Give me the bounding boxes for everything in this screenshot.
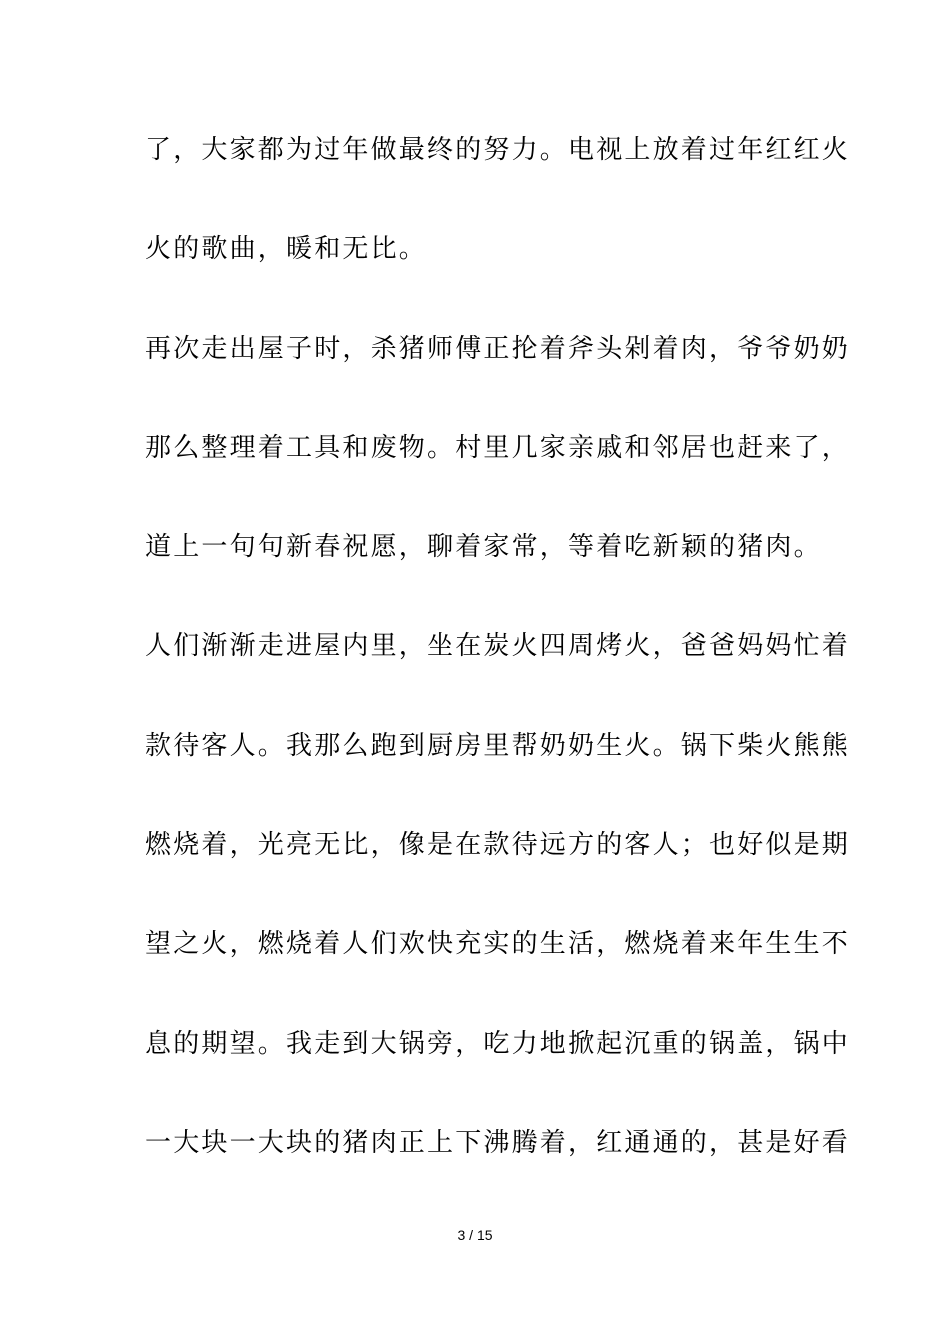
text-line: 再次走出屋子时，杀猪师傅正抡着斧头剁着肉，爷爷奶奶 xyxy=(145,334,851,364)
text-line: 望之火，燃烧着人们欢快充实的生活，燃烧着来年生生不 xyxy=(145,929,851,959)
text-line: 了，大家都为过年做最终的努力。电视上放着过年红红火 xyxy=(145,135,851,165)
text-line: 款待客人。我那么跑到厨房里帮奶奶生火。锅下柴火熊熊 xyxy=(145,731,851,761)
text-line: 道上一句句新春祝愿，聊着家常，等着吃新颖的猪肉。 xyxy=(145,532,822,562)
page-number: 3 / 15 xyxy=(457,1227,493,1243)
text-line: 火的歌曲，暖和无比。 xyxy=(145,234,428,264)
text-line: 那么整理着工具和废物。村里几家亲戚和邻居也赶来了， xyxy=(145,433,851,463)
text-line: 燃烧着，光亮无比，像是在款待远方的客人；也好似是期 xyxy=(145,830,851,860)
text-line: 息的期望。我走到大锅旁，吃力地掀起沉重的锅盖，锅中 xyxy=(145,1029,851,1059)
text-line: 人们渐渐走进屋内里，坐在炭火四周烤火，爸爸妈妈忙着 xyxy=(145,631,851,661)
text-line: 一大块一大块的猪肉正上下沸腾着，红通通的，甚是好看 xyxy=(145,1128,851,1158)
